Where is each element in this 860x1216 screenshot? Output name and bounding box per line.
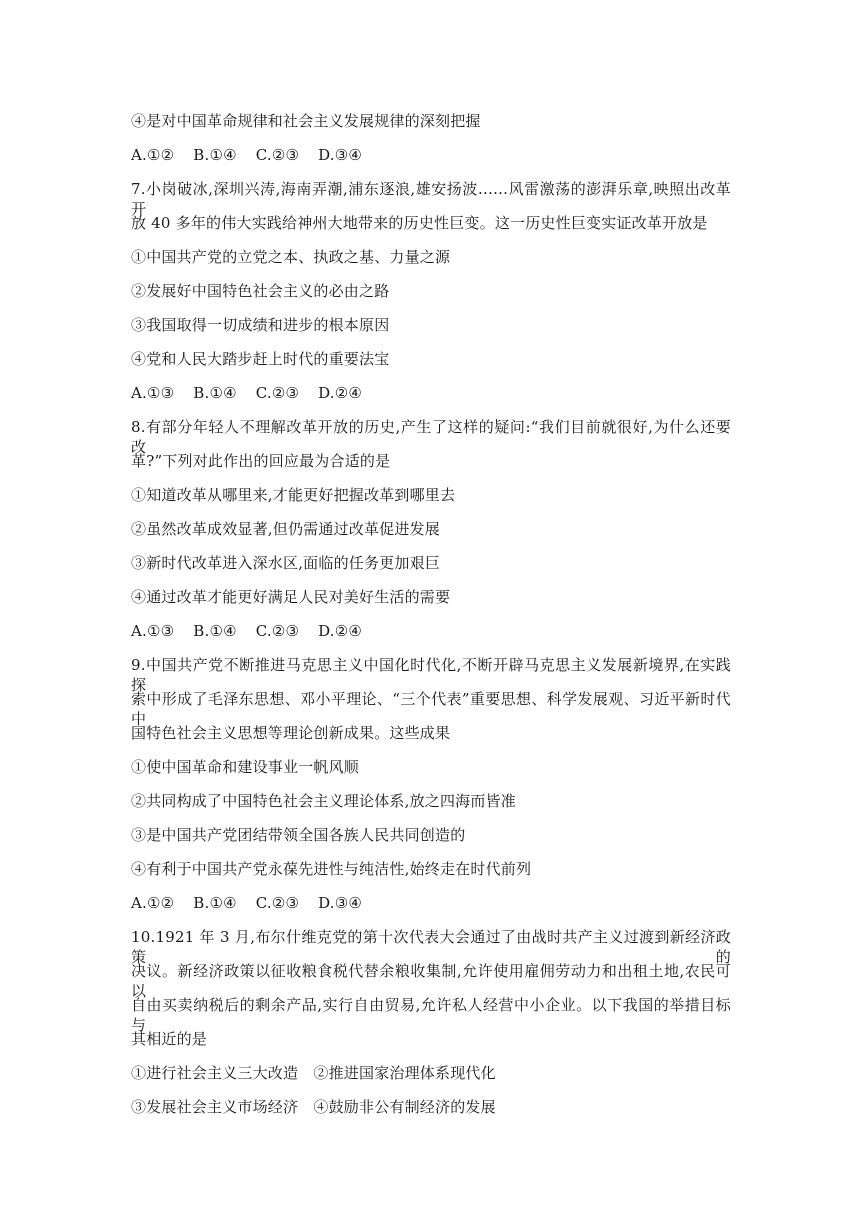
q8-answer-options xyxy=(131,621,731,641)
q9-statement-4: ④有利于中国共产党永葆先进性与纯洁性,始终走在时代前列 xyxy=(131,860,532,878)
q7-option-b: B.①④ xyxy=(193,384,237,402)
q8-statement-3: ③新时代改革进入深水区,面临的任务更加艰巨 xyxy=(131,554,440,572)
q6-answer-options xyxy=(131,145,731,165)
q7-statement-1: ①中国共产党的立党之本、执政之基、力量之源 xyxy=(131,248,451,266)
q7-stem-line-1: 7.小岗破冰,深圳兴涛,海南弄潮,浦东逐浪,雄安扬波……风雷激荡的澎湃乐章,映照出改革开 xyxy=(131,180,731,218)
q9-answer-options xyxy=(131,893,731,913)
q7-statement-2: ②发展好中国特色社会主义的必由之路 xyxy=(131,282,390,300)
q9-statement-3: ③是中国共产党团结带领全国各族人民共同创造的 xyxy=(131,826,466,844)
q8-stem-line-1: 8.有部分年轻人不理解改革开放的历史,产生了这样的疑问:“我们目前就很好,为什么还要改 xyxy=(131,418,731,456)
q7-option-d: D.②④ xyxy=(318,384,363,402)
q7-option-c: C.②③ xyxy=(255,384,300,402)
q6-option-b: B.①④ xyxy=(193,146,237,164)
q9-option-a: A.①② xyxy=(131,894,175,912)
q10-statements-1-2: ①进行社会主义三大改造 ②推进国家治理体系现代化 xyxy=(131,1064,496,1082)
q7-option-a: A.①③ xyxy=(131,384,175,402)
q9-option-b: B.①④ xyxy=(193,894,237,912)
q7-stem-line-2: 放 40 多年的伟大实践给神州大地带来的历史性巨变。这一历史性巨变实证改革开放是 xyxy=(131,214,708,232)
q8-stem-line-2: 革?”下列对此作出的回应最为合适的是 xyxy=(131,452,391,470)
q9-stem-line-3: 国特色社会主义思想等理论创新成果。这些成果 xyxy=(131,724,451,742)
q8-option-b: B.①④ xyxy=(193,622,237,640)
q7-statement-4: ④党和人民大踏步赶上时代的重要法宝 xyxy=(131,350,390,368)
q8-option-c: C.②③ xyxy=(255,622,300,640)
q7-answer-options xyxy=(131,383,731,403)
q9-stem-line-1: 9.中国共产党不断推进马克思主义中国化时代化,不断开辟马克思主义发展新境界,在实践探 xyxy=(131,656,731,694)
q9-option-d: D.③④ xyxy=(318,894,363,912)
q8-statement-1: ①知道改革从哪里来,才能更好把握改革到哪里去 xyxy=(131,486,456,504)
q10-stem-line-3: 自由买卖纳税后的剩余产品,实行自由贸易,允许私人经营中小企业。以下我国的举措目标与 xyxy=(131,996,731,1034)
q9-stem-line-2: 索中形成了毛泽东思想、邓小平理论、“三个代表”重要思想、科学发展观、习近平新时代中 xyxy=(131,690,731,728)
q10-statements-3-4: ③发展社会主义市场经济 ④鼓励非公有制经济的发展 xyxy=(131,1098,496,1116)
q8-statement-2: ②虽然改革成效显著,但仍需通过改革促进发展 xyxy=(131,520,440,538)
q7-statement-3: ③我国取得一切成绩和进步的根本原因 xyxy=(131,316,390,334)
q9-statement-1: ①使中国革命和建设事业一帆风顺 xyxy=(131,758,360,776)
q6-option-a: A.①② xyxy=(131,146,175,164)
q10-stem-line-4: 其相近的是 xyxy=(131,1030,208,1048)
q8-option-a: A.①③ xyxy=(131,622,175,640)
q8-option-d: D.②④ xyxy=(318,622,363,640)
q9-statement-2: ②共同构成了中国特色社会主义理论体系,放之四海而皆准 xyxy=(131,792,516,810)
q10-stem-line-1: 10.1921 年 3 月,布尔什维克党的第十次代表大会通过了由战时共产主义过渡到新经济政策的 xyxy=(131,928,731,966)
q6-statement-4: ④是对中国革命规律和社会主义发展规律的深刻把握 xyxy=(131,112,481,130)
q9-option-c: C.②③ xyxy=(255,894,300,912)
q8-statement-4: ④通过改革才能更好满足人民对美好生活的需要 xyxy=(131,588,451,606)
q10-stem-line-2: 决议。新经济政策以征收粮食税代替余粮收集制,允许使用雇佣劳动力和出租土地,农民可以 xyxy=(131,962,731,1000)
q6-option-c: C.②③ xyxy=(255,146,300,164)
q6-option-d: D.③④ xyxy=(318,146,363,164)
